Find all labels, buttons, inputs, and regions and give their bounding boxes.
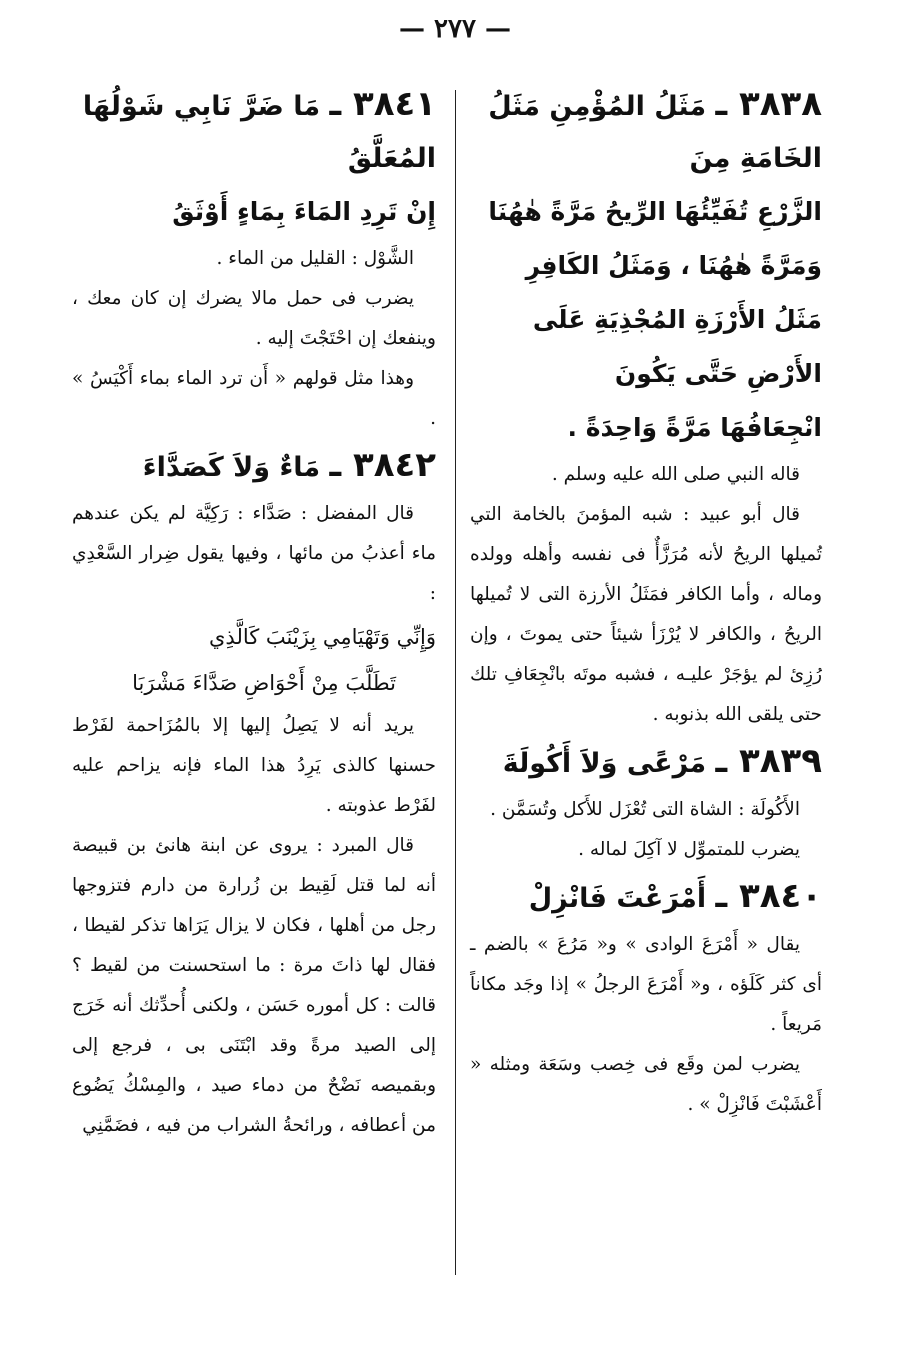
verse-line: تَطَلَّبَ مِنْ أَحْوَاضِ صَدَّاءَ مَشْرَبَا bbox=[132, 671, 396, 695]
entry-number: ٣٨٤٠ ـ bbox=[715, 876, 822, 916]
paragraph: الشَّوْل : القليل من الماء . bbox=[216, 248, 414, 269]
proverb-line: الزَّرْعِ تُفَيِّئُهَا الرِّيحُ مَرَّةً هٰهُنَا bbox=[488, 197, 822, 226]
entry-3838 bbox=[470, 78, 822, 735]
verse-line: وَإِنِّي وَتَهْيَامِي بِزَيْنَبَ كَالَّذِي bbox=[209, 625, 436, 649]
paragraph: قاله النبي صلى الله عليه وسلم . bbox=[551, 464, 800, 485]
entry-3842 bbox=[72, 439, 436, 1146]
proverb-line: وَمَرَّةً هٰهُنَا ، وَمَثَلُ الكَافِرِ bbox=[525, 251, 822, 280]
entry-heading: مَرْعًى وَلاَ أَكُولَةَ bbox=[502, 748, 707, 779]
paragraph: يضرب لمن وقَع فى خِصب وسَعَة ومثله « أَعْشَبْتَ فَانْزِلْ » . bbox=[470, 1054, 822, 1115]
proverb-line: مَثَلُ المُؤْمِنِ مَثَلُ الخَامَةِ مِنَ bbox=[488, 91, 822, 174]
paragraph: وهذا مثل قولهم « أَن ترد الماء بماء أَكْيَسُ » . bbox=[72, 368, 436, 429]
column-divider bbox=[455, 90, 456, 1275]
paragraph: يقال « أَمْرَعَ الوادى » و« مَرُعَ » بالضم ـ أى كثر كَلَؤه ، و« أَمْرَعَ الرجلُ » إذا وجَد مكاناً مَريعاً . bbox=[470, 934, 822, 1035]
entry-3841 bbox=[72, 78, 436, 439]
entry-heading: مَا ضَرَّ نَابِي شَوْلُهَا المُعَلَّقُ bbox=[82, 91, 436, 174]
entry-number: ٣٨٣٩ ـ bbox=[715, 741, 822, 781]
paragraph: الأَكُولَة : الشاة التى تُعْزَل للأَكل وتُسَمَّن . bbox=[490, 799, 800, 820]
entry-heading: أَمْرَعْتَ فَانْزِلْ bbox=[528, 883, 707, 914]
paragraph: يريد أنه لا يَصِلُ إليها إلا بالمُزَاحمة لفَرْط حسنها كالذى يَرِدُ هذا الماء فإنه يزاحم عليه لفَرْط عذوبته . bbox=[72, 715, 436, 816]
entry-title bbox=[470, 870, 822, 925]
paragraph: قال أبو عبيد : شبه المؤمنَ بالخامة التي تُميلها الريحُ لأنه مُرَزَّأٌ فى نفسه وأهله وولده وماله ، وأما الكافر فمَثَلُ الأرزة التى لا تُميلها الريحُ ، والكافر لا يُرْزَأ شيئاً حتى يموتَ ، وإن رُزِئ لم يؤجَرْ عليـه ، فشبه موتَه بانْجِعَافِ تلك حتى يلقى الله بذنوبه . bbox=[470, 504, 822, 725]
entry-3840 bbox=[470, 870, 822, 1125]
entry-title bbox=[470, 735, 822, 790]
entry-title bbox=[72, 439, 436, 494]
entry-3839 bbox=[470, 735, 822, 870]
proverb-line: مَثَلُ الأَرْزَةِ المُجْذِيَةِ عَلَى bbox=[532, 305, 822, 334]
entry-number: ٣٨٤٢ ـ bbox=[329, 445, 436, 485]
entry-heading: مَاءٌ وَلاَ كَصَدَّاءَ bbox=[142, 452, 321, 483]
right-column bbox=[470, 78, 822, 1125]
paragraph: يضرب للمتموِّل لا آكِلَ لماله . bbox=[578, 839, 800, 860]
entry-title bbox=[470, 78, 822, 185]
proverb-line: الأَرْضِ حَتَّى يَكُونَ bbox=[614, 359, 822, 388]
paragraph: يضرب فى حمل مالا يضرك إن كان معك ، وينفعك إن احْتَجْتَ إليه . bbox=[72, 288, 436, 349]
paragraph: قال المفضل : صَدَّاء : رَكِيَّة لم يكن عندهم ماء أعذبُ من مائها ، وفيها يقول ضِرار السَّعْدِي : bbox=[72, 503, 436, 604]
paragraph: قال المبرد : يروى عن ابنة هانئ بن قبيصة أنه لما قتل لَقِيط بن زُرارة من دارم فتزوجها رجل من أهلها ، فكان لا يزال يَرَاها تذكر لقيطا ، فقال لها ذاتَ مرة : ما استحسنت من لقيط ؟ قالت : كل أموره حَسَن ، ولكنى أُحدِّثك أنه خَرَج إلى الصيد مرةً وقد ابْتَنَى بى ، فرجع إلى وبقميصه نَضْحٌ من دماء صيد ، والمِسْكُ يَضُوع من أعطافه ، ورائحةُ الشراب من فيه ، فضَمَّنِي bbox=[72, 835, 436, 1136]
proverb-line: انْجِعَافُهَا مَرَّةً وَاحِدَةً . bbox=[567, 413, 822, 442]
proverb-line: إِنْ تَرِدِ المَاءَ بِمَاءٍ أَوْثَقُ bbox=[172, 197, 436, 226]
entry-number: ٣٨٣٨ ـ bbox=[715, 84, 822, 124]
entry-title bbox=[72, 78, 436, 185]
left-column bbox=[72, 78, 436, 1146]
page-number: — ٢٧٧ — bbox=[398, 14, 512, 44]
entry-number: ٣٨٤١ ـ bbox=[329, 84, 436, 124]
